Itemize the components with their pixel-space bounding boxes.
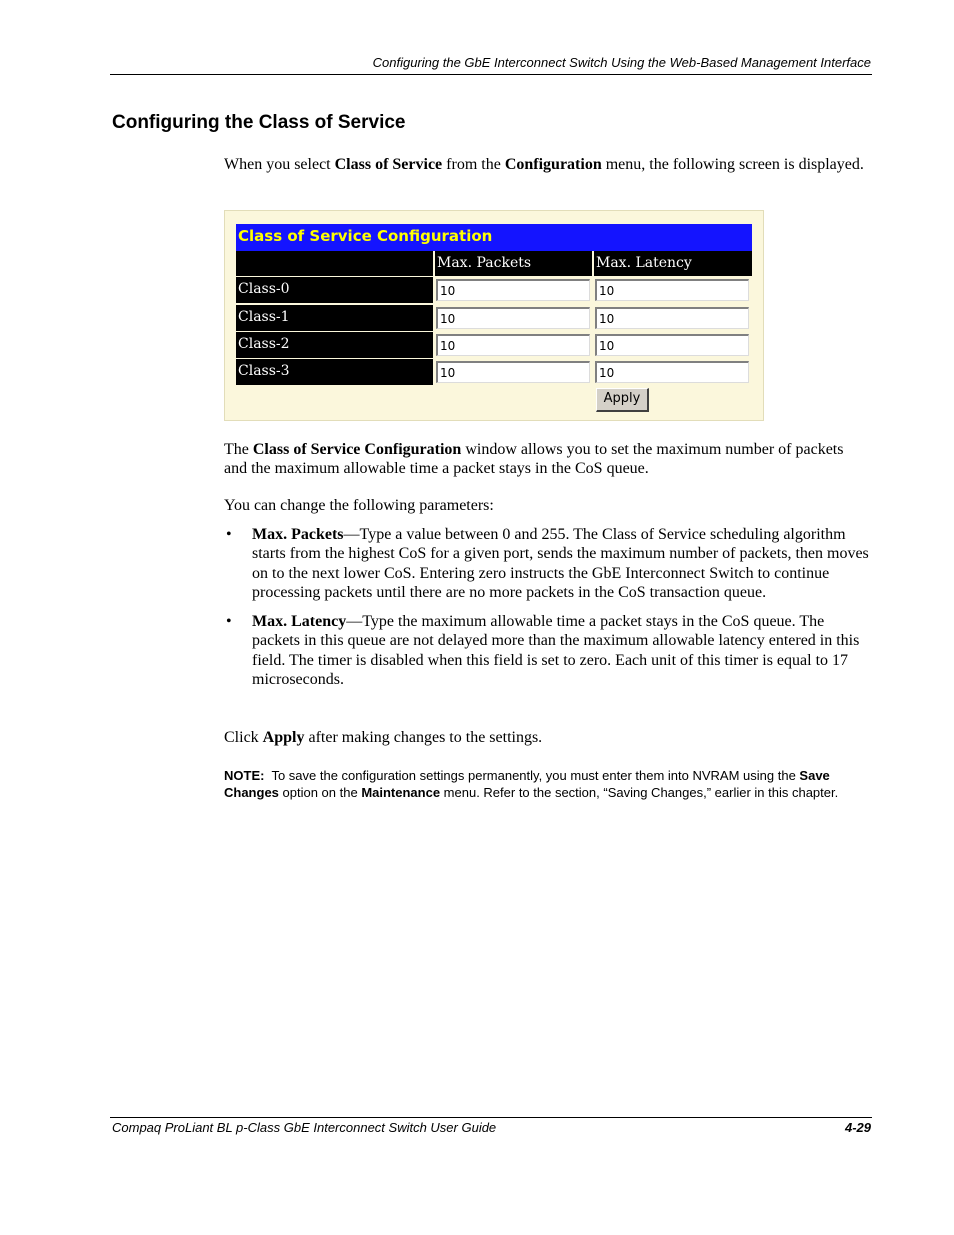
description-text-1: The xyxy=(224,441,253,458)
max-packets-input-class-0[interactable] xyxy=(436,279,590,301)
intro-text-1: When you select xyxy=(224,156,335,173)
note-text-3: menu. Refer to the section, “Saving Changes,” earlier in this chapter. xyxy=(440,785,839,800)
footer-page-number: 4-29 xyxy=(844,1120,871,1135)
max-latency-input-class-1[interactable] xyxy=(595,307,749,329)
description-paragraph xyxy=(224,440,864,478)
note-block xyxy=(224,767,864,801)
bullet-icon: • xyxy=(226,613,232,631)
row-label-class-2: Class-2 xyxy=(236,332,433,358)
intro-text-3: menu, the following screen is displayed. xyxy=(601,156,864,173)
max-packets-input-class-3[interactable] xyxy=(436,361,590,383)
note-label: NOTE: xyxy=(224,768,265,783)
description-text-2: window allows you to set the maximum number of packets and the maximum allowable time a packet stays in the CoS queue. xyxy=(224,441,844,477)
note-text-1: To save the configuration settings permanently, you must enter them into NVRAM using the xyxy=(264,768,800,783)
header-empty-cell xyxy=(236,251,433,276)
footer-guide-title: Compaq ProLiant BL p-Class GbE Interconnect Switch User Guide xyxy=(112,1120,497,1135)
max-latency-input-class-0[interactable] xyxy=(595,279,749,301)
column-header-max-latency: Max. Latency xyxy=(594,251,752,276)
note-bold-2: Maintenance xyxy=(361,785,441,800)
bullet-text-max-packets: —Type a value between 0 and 255. The Class of Service scheduling algorithm starts from the highest CoS for a given port, sends the maximum number of packets, then moves on to the next lower CoS. Entering zero instructs the GbE Interconnect Switch to continue processing packets until there are no more packets in the CoS transaction queue. xyxy=(252,526,869,601)
click-apply-text-2: after making changes to the settings. xyxy=(304,729,543,746)
row-label-class-1: Class-1 xyxy=(236,305,433,331)
list-item xyxy=(224,612,870,689)
intro-bold-2: Configuration xyxy=(504,156,602,173)
parameter-list xyxy=(224,525,870,699)
intro-bold-1: Class of Service xyxy=(334,156,443,173)
row-label-class-0: Class-0 xyxy=(236,277,433,303)
note-text-2: option on the xyxy=(278,785,362,800)
max-packets-input-class-2[interactable] xyxy=(436,334,590,356)
intro-paragraph xyxy=(224,155,864,174)
params-intro: You can change the following parameters: xyxy=(224,497,494,514)
bullet-text-max-latency: —Type the maximum allowable time a packet stays in the CoS queue. The packets in this queue are not delayed more than the maximum allowable latency entered in this field. The timer is disabled when this field is set to zero. Each unit of this timer is equal to 17 microseconds. xyxy=(252,613,860,689)
cos-config-screenshot xyxy=(224,210,764,421)
bullet-term-max-latency: Max. Latency xyxy=(252,613,347,631)
note-bold-1: Save Changes xyxy=(224,768,830,800)
click-apply-paragraph xyxy=(224,728,864,747)
column-header-max-packets: Max. Packets xyxy=(435,251,592,276)
click-apply-bold: Apply xyxy=(262,729,305,746)
intro-text-2: from the xyxy=(442,156,505,173)
max-latency-input-class-3[interactable] xyxy=(595,361,749,383)
row-label-class-3: Class-3 xyxy=(236,359,433,385)
max-latency-input-class-2[interactable] xyxy=(595,334,749,356)
max-packets-input-class-1[interactable] xyxy=(436,307,590,329)
footer-rule xyxy=(110,1117,872,1118)
cos-config-title: Class of Service Configuration xyxy=(236,224,752,251)
list-item xyxy=(224,525,870,602)
header-rule xyxy=(110,74,872,75)
apply-button[interactable]: Apply xyxy=(596,388,649,412)
running-header: Configuring the GbE Interconnect Switch Using the Web-Based Management Interface xyxy=(372,55,871,70)
click-apply-text-1: Click xyxy=(224,729,263,746)
section-title: Configuring the Class of Service xyxy=(112,112,406,133)
bullet-term-max-packets: Max. Packets xyxy=(252,526,344,543)
description-bold-1: Class of Service Configuration xyxy=(252,441,462,458)
bullet-icon: • xyxy=(226,526,232,543)
